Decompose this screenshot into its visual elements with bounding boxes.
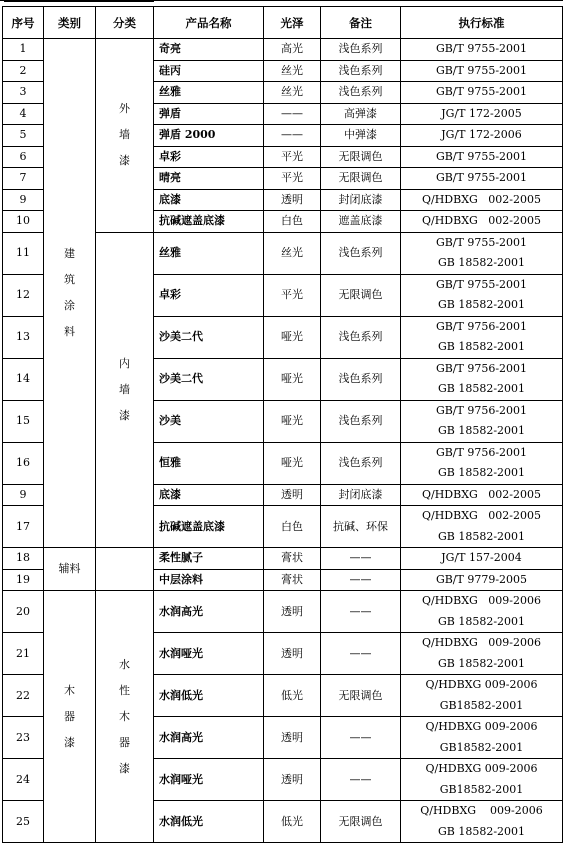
standard-line: GB/T 9755-2001 [435, 85, 528, 98]
row-gloss: —— [264, 125, 321, 147]
standard-line: Q/HDBXG 002-2005 [421, 487, 542, 501]
row-gloss: 丝光 [264, 82, 321, 104]
row-standard [401, 506, 563, 548]
row-product-name: 卓彩 [154, 274, 264, 316]
row-standard [401, 358, 563, 400]
row-gloss: 透明 [264, 189, 321, 211]
standard-line: JG/T 157-2004 [441, 551, 522, 564]
standard-line: GB18582-2001 [439, 698, 524, 712]
header-gloss: 光泽 [264, 7, 321, 39]
standard-line: GB 18582-2001 [437, 529, 526, 543]
row-standard [401, 211, 563, 233]
table-row [3, 39, 563, 61]
row-note: —— [321, 717, 401, 759]
standard-line: GB/T 9756-2001 [435, 403, 528, 417]
standard-line: GB/T 9755-2001 [435, 42, 528, 55]
row-product-name: 柔性腻子 [154, 548, 264, 570]
table-body [3, 39, 563, 843]
standard-line: GB 18582-2001 [437, 298, 526, 311]
standard-line: GB 18582-2001 [437, 824, 526, 838]
row-standard [401, 232, 563, 274]
row-no: 10 [3, 211, 44, 233]
category-cell: 辅料 [44, 548, 96, 591]
standard-line: GB/T 9755-2001 [435, 171, 528, 184]
row-note: 浅色系列 [321, 358, 401, 400]
row-no: 20 [3, 591, 44, 633]
row-note: —— [321, 591, 401, 633]
row-no: 18 [3, 548, 44, 570]
row-no: 16 [3, 442, 44, 484]
row-no: 17 [3, 506, 44, 548]
row-no: 6 [3, 146, 44, 168]
row-gloss: 白色 [264, 211, 321, 233]
row-no: 5 [3, 125, 44, 147]
row-product-name: 弹盾 [154, 103, 264, 125]
row-note: —— [321, 548, 401, 570]
row-standard [401, 39, 563, 61]
row-product-name: 底漆 [154, 189, 264, 211]
row-product-name: 水润哑光 [154, 633, 264, 675]
row-standard [401, 442, 563, 484]
row-note: 浅色系列 [321, 442, 401, 484]
standard-line: Q/HDBXG 009-2006 [425, 720, 538, 733]
row-no: 23 [3, 717, 44, 759]
row-standard [401, 548, 563, 570]
standard-line: GB/T 9755-2001 [435, 277, 528, 291]
subcategory-cell: 水 性 木 器 漆 [96, 591, 154, 843]
row-product-name: 水润高光 [154, 591, 264, 633]
row-standard [401, 189, 563, 211]
row-gloss: 白色 [264, 506, 321, 548]
category-cell: 建 筑 涂 料 [44, 39, 96, 548]
row-standard [401, 316, 563, 358]
row-gloss: 透明 [264, 484, 321, 506]
row-note: 封闭底漆 [321, 484, 401, 506]
row-gloss: 高光 [264, 39, 321, 61]
row-note: 浅色系列 [321, 39, 401, 61]
row-product-name: 抗碱遮盖底漆 [154, 506, 264, 548]
row-no: 4 [3, 103, 44, 125]
row-no: 9 [3, 189, 44, 211]
standard-line: GB/T 9755-2001 [435, 235, 528, 249]
row-note: 浅色系列 [321, 400, 401, 442]
row-product-name: 丝雅 [154, 82, 264, 104]
subcategory-cell: 外 墙 漆 [96, 39, 154, 233]
row-gloss: 膏状 [264, 548, 321, 570]
row-no: 1 [3, 39, 44, 61]
standard-line: GB/T 9779-2005 [435, 572, 528, 586]
row-product-name: 水润低光 [154, 675, 264, 717]
row-note: 无限调色 [321, 801, 401, 843]
row-no: 24 [3, 759, 44, 801]
row-gloss: 低光 [264, 801, 321, 843]
standard-line: Q/HDBXG 002-2005 [421, 214, 542, 227]
row-standard [401, 633, 563, 675]
standard-line: Q/HDBXG 009-2006 [421, 594, 542, 607]
header-category: 类别 [44, 7, 96, 39]
row-note: —— [321, 633, 401, 675]
row-gloss: 丝光 [264, 232, 321, 274]
row-note: 中弹漆 [321, 125, 401, 147]
standard-line: Q/HDBXG 009-2006 [425, 678, 538, 691]
standard-line: GB/T 9755-2001 [435, 63, 528, 77]
standard-line: GB 18582-2001 [437, 340, 526, 353]
row-note: 无限调色 [321, 675, 401, 717]
row-note: 高弹漆 [321, 103, 401, 125]
row-no: 15 [3, 400, 44, 442]
row-note: 浅色系列 [321, 316, 401, 358]
row-gloss: 哑光 [264, 316, 321, 358]
row-product-name: 奇亮 [154, 39, 264, 61]
row-note: 无限调色 [321, 168, 401, 190]
row-standard [401, 103, 563, 125]
row-gloss: 哑光 [264, 400, 321, 442]
row-standard [401, 146, 563, 168]
standard-line: GB 18582-2001 [437, 424, 526, 437]
row-no: 22 [3, 675, 44, 717]
row-gloss: —— [264, 103, 321, 125]
row-no: 2 [3, 60, 44, 82]
row-product-name: 沙美 [154, 400, 264, 442]
row-gloss: 透明 [264, 717, 321, 759]
header-row [3, 7, 563, 39]
row-gloss: 透明 [264, 591, 321, 633]
row-standard [401, 717, 563, 759]
header-product-name: 产品名称 [154, 7, 264, 39]
row-standard [401, 168, 563, 190]
standard-line: Q/HDBXG 009-2006 [420, 804, 543, 817]
row-no: 19 [3, 569, 44, 591]
row-no: 7 [3, 168, 44, 190]
subcategory-cell [96, 548, 154, 591]
row-no: 14 [3, 358, 44, 400]
standard-line: GB/T 9756-2001 [435, 319, 528, 333]
row-note: —— [321, 759, 401, 801]
header-standard: 执行标准 [401, 7, 563, 39]
header-note: 备注 [321, 7, 401, 39]
row-product-name: 丝雅 [154, 232, 264, 274]
row-note: 无限调色 [321, 146, 401, 168]
standard-line: GB 18582-2001 [437, 466, 526, 479]
row-standard [401, 675, 563, 717]
row-gloss: 低光 [264, 675, 321, 717]
row-note: 封闭底漆 [321, 189, 401, 211]
standard-line: GB/T 9755-2001 [435, 149, 528, 163]
table-row [3, 591, 563, 633]
standard-line: JG/T 172-2006 [441, 128, 522, 141]
row-product-name: 恒雅 [154, 442, 264, 484]
row-no: 9 [3, 484, 44, 506]
row-gloss: 哑光 [264, 442, 321, 484]
row-no: 25 [3, 801, 44, 843]
standard-line: GB 18582-2001 [437, 656, 526, 670]
row-standard [401, 82, 563, 104]
row-product-name: 沙美二代 [154, 358, 264, 400]
row-standard [401, 400, 563, 442]
standard-line: GB 18582-2001 [437, 614, 526, 628]
row-note: 浅色系列 [321, 82, 401, 104]
header-no: 序号 [3, 7, 44, 39]
standard-line: GB 18582-2001 [437, 382, 526, 395]
header-subcategory: 分类 [96, 7, 154, 39]
table-row [3, 548, 563, 570]
row-product-name: 弹盾 2000 [154, 125, 264, 147]
row-gloss: 平光 [264, 146, 321, 168]
standard-line: GB/T 9756-2001 [435, 445, 528, 459]
row-standard [401, 759, 563, 801]
row-product-name: 底漆 [154, 484, 264, 506]
row-gloss: 透明 [264, 633, 321, 675]
standard-line: GB/T 9756-2001 [435, 361, 528, 375]
row-product-name: 水润哑光 [154, 759, 264, 801]
row-gloss: 丝光 [264, 60, 321, 82]
category-cell: 木 器 漆 [44, 591, 96, 843]
row-product-name: 水润低光 [154, 801, 264, 843]
row-no: 11 [3, 232, 44, 274]
row-note: —— [321, 569, 401, 591]
standard-line: GB18582-2001 [439, 740, 524, 754]
standard-line: GB 18582-2001 [437, 256, 526, 269]
row-product-name: 沙美二代 [154, 316, 264, 358]
row-standard [401, 484, 563, 506]
row-product-name: 中层涂料 [154, 569, 264, 591]
row-note: 浅色系列 [321, 232, 401, 274]
standard-line: Q/HDBXG 009-2006 [421, 636, 542, 649]
subcategory-cell: 内 墙 漆 [96, 232, 154, 548]
row-gloss: 哑光 [264, 358, 321, 400]
row-standard [401, 801, 563, 843]
row-product-name: 晴亮 [154, 168, 264, 190]
standard-line: JG/T 172-2005 [441, 106, 522, 120]
standard-line: GB18582-2001 [439, 782, 524, 796]
row-standard [401, 591, 563, 633]
row-note: 抗碱、环保 [321, 506, 401, 548]
row-product-name: 水润高光 [154, 717, 264, 759]
row-gloss: 透明 [264, 759, 321, 801]
row-no: 13 [3, 316, 44, 358]
row-product-name: 抗碱遮盖底漆 [154, 211, 264, 233]
row-note: 浅色系列 [321, 60, 401, 82]
row-no: 21 [3, 633, 44, 675]
row-no: 12 [3, 274, 44, 316]
product-table [2, 6, 563, 843]
standard-line: Q/HDBXG 002-2005 [421, 192, 542, 206]
row-no: 3 [3, 82, 44, 104]
row-gloss: 平光 [264, 274, 321, 316]
row-note: 遮盖底漆 [321, 211, 401, 233]
row-gloss: 平光 [264, 168, 321, 190]
row-note: 无限调色 [321, 274, 401, 316]
standard-line: Q/HDBXG 002-2005 [421, 509, 542, 522]
row-standard [401, 60, 563, 82]
row-standard [401, 569, 563, 591]
row-gloss: 膏状 [264, 569, 321, 591]
row-product-name: 卓彩 [154, 146, 264, 168]
row-standard [401, 125, 563, 147]
standard-line: Q/HDBXG 009-2006 [425, 762, 538, 775]
row-standard [401, 274, 563, 316]
row-product-name: 硅丙 [154, 60, 264, 82]
